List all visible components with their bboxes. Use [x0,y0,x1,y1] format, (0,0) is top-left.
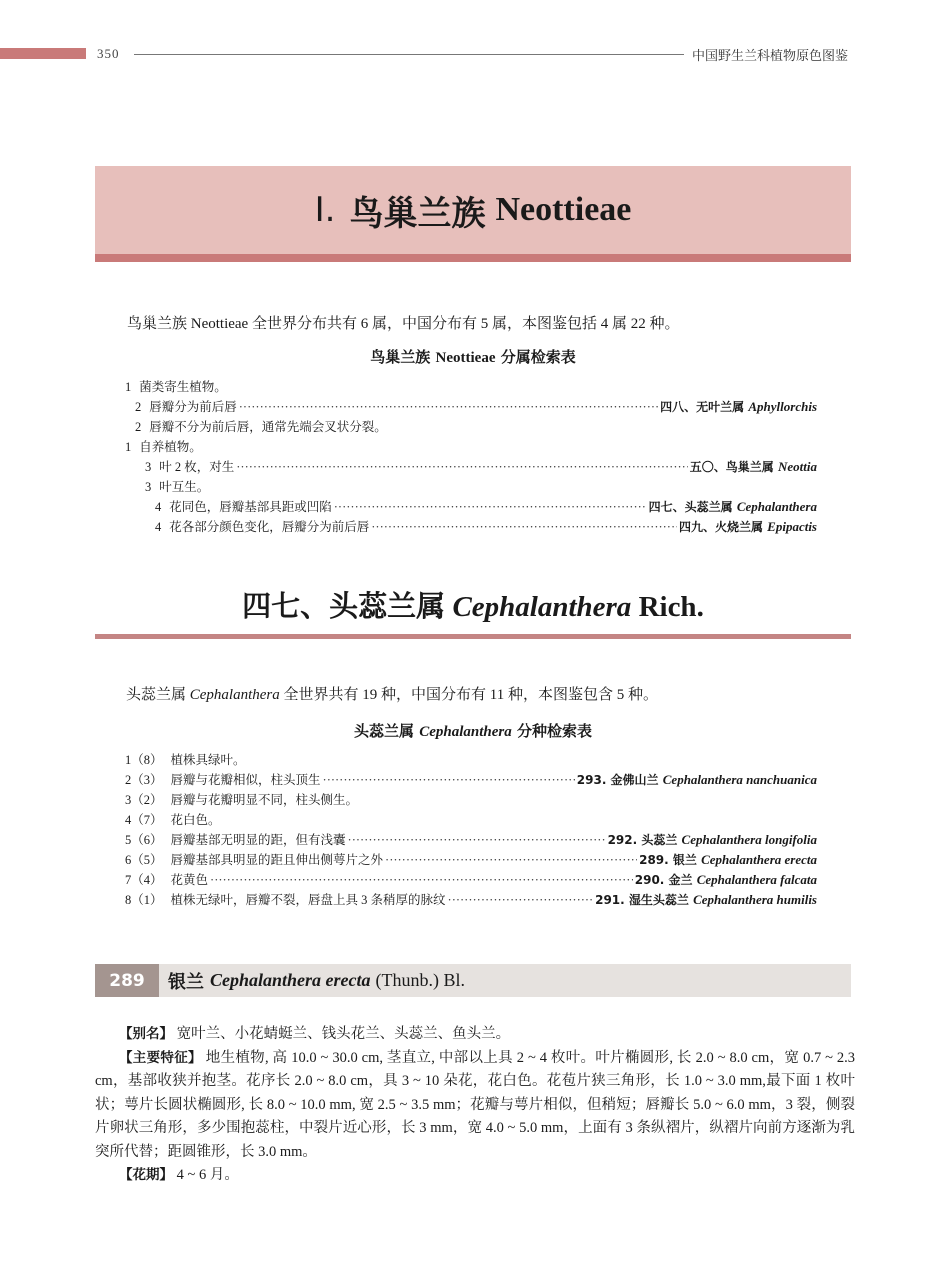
key-row-text: 花同色，唇瓣基部具距或凹陷 [169,500,332,514]
key-row-leader-dots [448,890,594,910]
key-row-leader-dots [236,457,688,477]
tribe-banner-strip [95,254,851,262]
key-row-number: 4（7） [125,813,163,827]
key-row-result-lat: Cephalanthera falcata [696,872,817,887]
key-row-number: 2（3） [125,773,163,787]
key-row-result [595,890,817,910]
key-row-number: 3（2） [125,793,163,807]
key-row [125,477,817,497]
key-row-number: 3 [145,460,152,474]
key-row-text: 唇瓣不分为前后唇，通常先端会叉状分裂。 [149,420,387,434]
key-row-text: 花各部分颜色变化，唇瓣分为前后唇 [169,520,370,534]
key-row-result-lat: Epipactis [767,519,817,534]
tribe-numeral: I. [314,190,336,230]
key-row-result-zh: 292. 头蕊兰 [607,833,678,847]
genus-title [95,584,851,625]
page-number: 350 [97,46,120,61]
flowering-label: 【花期】 [119,1167,173,1183]
tribe-key-title [95,346,851,367]
key-row-result-lat: Cephalanthera longifolia [681,832,817,847]
flowering-text: 4 ~ 6 月。 [176,1167,239,1183]
key-row [125,830,817,850]
key-row-text: 唇瓣与花瓣明显不同，柱头侧生。 [170,793,359,807]
genus-intro-rest: 全世界共有 19 种，中国分布有 11 种，本图鉴包含 5 种。 [283,687,658,703]
genus-key-title-lat: Cephalanthera [419,724,512,740]
key-row-result [635,870,817,890]
genus-intro-lat: Cephalanthera [189,687,280,703]
key-row-result-zh: 四七、头蕊兰属 [648,500,733,514]
key-row [125,437,817,457]
tribe-key [125,377,817,537]
species-description [95,1023,855,1188]
key-row-text: 菌类寄生植物。 [139,380,227,394]
genus-title-lat: Cephalanthera [452,591,632,623]
alias-text: 宽叶兰、小花蜻蜓兰、钱头花兰、头蕊兰、鱼头兰。 [176,1026,511,1042]
key-row-number: 1（8） [125,753,163,767]
species-number-badge: 289 [95,964,159,997]
key-row-result-lat: Aphyllorchis [748,399,817,414]
key-row-number: 2 [135,400,142,414]
genus-author: Rich. [638,591,704,623]
key-row-result-lat: Cephalanthera humilis [693,892,817,907]
species-author: (Thunb.) Bl. [375,970,465,990]
key-row-leader-dots [348,830,606,850]
key-row-result-lat: Cephalanthera erecta [701,852,817,867]
header-rule [134,54,684,55]
tribe-key-title-lat: Neottieae [435,350,496,366]
key-row-result-zh: 四九、火烧兰属 [678,520,763,534]
species-name-lat: Cephalanthera erecta [210,970,371,990]
key-row-text: 唇瓣分为前后唇 [149,400,237,414]
key-row-leader-dots [323,770,575,790]
key-row-result-lat: Neottia [778,459,817,474]
key-row-leader-dots [239,397,658,417]
key-row-result-zh: 290. 金兰 [634,873,693,887]
tribe-key-title-zh: 鸟巢兰族 [370,348,431,366]
genus-rule [95,634,851,639]
key-row-result [690,457,817,477]
key-row-result-zh: 291. 湿生头蕊兰 [595,893,689,907]
key-row-number: 4 [155,520,162,534]
features-label: 【主要特征】 [119,1049,202,1066]
key-row-leader-dots [385,850,637,870]
key-row-number: 3 [145,480,152,494]
flowering-paragraph [95,1164,855,1188]
key-row [125,890,817,910]
key-row [125,750,817,770]
key-row-result [577,770,817,790]
key-row-leader-dots [334,497,647,517]
key-row [125,790,817,810]
key-row-leader-dots [371,517,677,537]
features-text: 地生植物, 高 10.0 ~ 30.0 cm, 茎直立, 中部以上具 2 ~ 4 枚叶。叶片椭圆形, 长 2.0 ~ 8.0 cm，宽 0.7 ~ 2.3 cm，基部收狭并抱茎。花序长 2.0 ~ 8.0 cm，具 3 ~ 10 朵花，花白色。花苞片狭三角形，长 1.0 ~ 3.0 mm,最下面 1 枚叶状；萼片长圆状椭圆形, 长 8.0 ~ 10.0 mm, 宽 2.5 ~ 3.5 mm；花瓣与萼片相似，但稍短；唇瓣长 5.0 ~ 6.0 mm，3 裂，侧裂片卵状三角形，多少围抱蕊柱，中裂片近心形，长 3 mm，宽 4.0 ~ 5.0 mm，上面有 3 条纵褶片，纵褶片向前方逐渐为乳突所代替；距圆锥形，长 3.0 mm。 [95,1049,856,1160]
header-accent-bar [0,48,86,59]
tribe-title [95,166,851,254]
key-row-text: 花黄色 [170,873,209,887]
key-row-result-zh: 289. 银兰 [639,853,697,867]
alias-paragraph [95,1023,855,1047]
species-name [168,964,465,997]
key-row-text: 植株无绿叶，唇瓣不裂，唇盘上具 3 条稍厚的脉纹 [170,893,446,907]
key-row-number: 2 [135,420,142,434]
key-row [125,870,817,890]
key-row-text: 唇瓣基部无明显的距，但有浅囊 [170,833,346,847]
book-title: 中国野生兰科植物原色图鉴 [692,49,849,64]
key-row-number: 7（4） [125,873,163,887]
key-row-result-lat: Cephalanthera nanchuanica [662,772,817,787]
key-row-text: 花白色。 [170,813,221,827]
key-row-number: 4 [155,500,162,514]
key-row-text: 自养植物。 [139,440,202,454]
key-row-number: 1 [125,380,132,394]
key-row [125,497,817,517]
key-row-text: 叶 2 枚，对生 [159,460,235,474]
genus-title-zh: 四七、头蕊兰属 [242,589,446,623]
key-row-text: 叶互生。 [159,480,210,494]
key-row [125,517,817,537]
features-paragraph [95,1047,855,1165]
key-row [125,850,817,870]
genus-intro [126,684,658,706]
key-row [125,457,817,477]
key-row-number: 8（1） [125,893,163,907]
genus-key [125,750,817,910]
key-row-result-lat: Cephalanthera [736,499,817,514]
key-row-number: 5（6） [125,833,163,847]
genus-key-title-suffix: 分种检索表 [517,722,593,740]
alias-label: 【别名】 [119,1026,173,1042]
key-row [125,417,817,437]
key-row-result [660,397,817,417]
key-row [125,377,817,397]
tribe-name-zh: 鸟巢兰族 [349,193,486,234]
key-row-result [608,830,817,850]
key-row-number: 6（5） [125,853,163,867]
key-row-text: 植株具绿叶。 [170,753,246,767]
key-row-text: 唇瓣与花瓣相似，柱头顶生 [170,773,321,787]
key-row-result [649,497,817,517]
key-row-result [679,517,817,537]
key-row [125,397,817,417]
key-row-result-zh: 293. 金佛山兰 [576,773,659,787]
genus-key-title [95,720,851,741]
tribe-name-lat: Neottieae [495,191,632,228]
key-row-text: 唇瓣基部具明显的距且伸出侧萼片之外 [170,853,384,867]
tribe-intro: 鸟巢兰族 Neottieae 全世界分布共有 6 属，中国分布有 5 属，本图鉴包括 4 属 22 种。 [127,316,680,332]
key-row-leader-dots [210,870,633,890]
key-row-result-zh: 四八、无叶兰属 [660,400,745,414]
genus-intro-prefix: 头蕊兰属 [126,687,187,703]
key-row-number: 1 [125,440,132,454]
key-row-result-zh: 五〇、鸟巢兰属 [689,460,774,474]
key-row [125,810,817,830]
tribe-key-title-suffix: 分属检索表 [500,348,576,366]
key-row [125,770,817,790]
key-row-result [639,850,817,870]
genus-key-title-zh: 头蕊兰属 [353,722,414,740]
species-name-zh: 银兰 [168,971,204,993]
